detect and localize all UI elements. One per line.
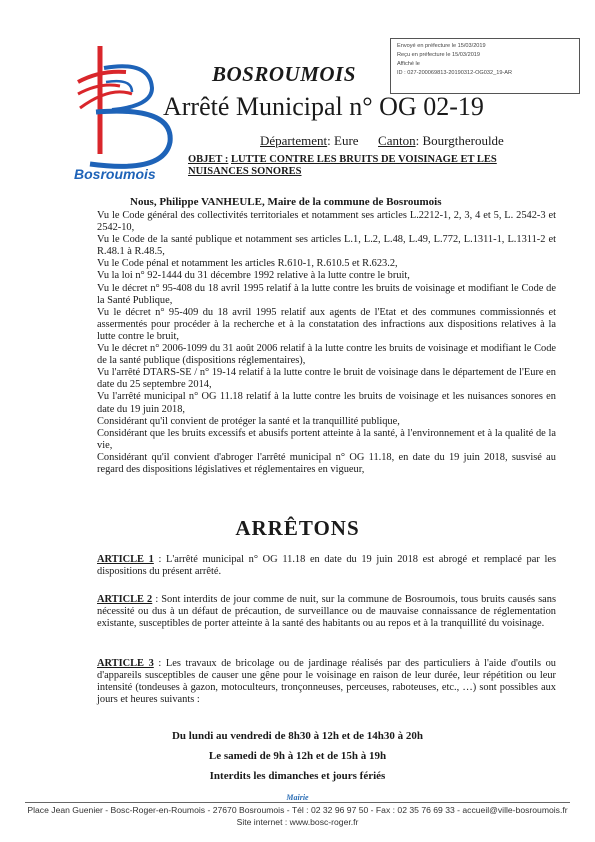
department-label: Département	[260, 133, 328, 148]
visa-item: Vu l'arrêté DTARS-SE / n° 19-14 relatif à la lutte contre le bruit de voisinage dans le département de l'Eure en date du 25 septembre 2014,	[97, 367, 556, 391]
canton-value: : Bourgtheroulde	[415, 133, 504, 148]
stamp-line: Affiché le	[397, 61, 420, 67]
visa-item: Considérant qu'il convient de protéger la santé et la tranquillité publique,	[97, 415, 400, 427]
stamp-line: Envoyé en préfecture le 15/03/2019	[397, 43, 486, 49]
footer-website: Site internet : www.bosc-roger.fr	[236, 817, 359, 827]
visas-block	[97, 210, 556, 476]
objet-label: OBJET :	[188, 154, 229, 165]
objet-block	[188, 154, 558, 178]
article-heading: ARTICLE 2	[97, 594, 153, 605]
visa-item: Vu le décret n° 2006-1099 du 31 août 2006 relatif à la lutte contre les bruits de voisinage et modifiant le Code de la santé publique (dispositions réglementaires),	[97, 343, 556, 367]
mayor-line: Nous, Philippe VANHEULE, Maire de la commune de Bosroumois	[130, 196, 442, 208]
visa-item: Vu le Code pénal et notamment les articles R.610-1, R.610.5 et R.623.2,	[97, 258, 398, 270]
stamp-line: Reçu en préfecture le 15/03/2019	[397, 52, 481, 58]
footer-divider	[25, 802, 570, 803]
objet-text: LUTTE CONTRE LES BRUITS DE VOISINAGE ET LES NUISANCES SONORES	[188, 154, 497, 177]
article-text: : Les travaux de bricolage ou de jardinage réalisés par des particuliers à l'aide d'outils ou d'appareils susceptibles de causer une gêne pour le voisinage en raison de leur durée, leur répétition ou leur intensité (tondeuses à gazon, motoculteurs, tronçonneuses, perceuses, raboteuses, etc., …) sont possibles aux jours et heures suivants :	[97, 658, 556, 706]
department-value: : Eure	[327, 133, 359, 148]
visa-item: Vu la loi n° 92-1444 du 31 décembre 1992 relative à la lutte contre le bruit,	[97, 270, 410, 282]
page-title: Arrêté Municipal n° OG 02-19	[163, 92, 484, 121]
article-text: : L'arrêté municipal n° OG 11.18 en date du 19 juin 2018 est abrogé et remplacé par les dispositions du présent arrêté.	[97, 554, 556, 578]
article-heading: ARTICLE 1	[97, 554, 154, 565]
stamp-line: ID : 027-200069813-20190312-OG032_19-AR	[397, 70, 513, 76]
footer-mairie-label	[0, 793, 595, 802]
visa-item: Vu le Code général des collectivités territoriales et notamment ses articles L.2212-1, 2, 3, 4 et 5, L. 2542-3 et 2542-10,	[97, 210, 556, 234]
logo-wordmark: Bosroumois	[74, 166, 156, 182]
visa-item: Vu le décret n° 95-408 du 18 avril 1995 relatif à la lutte contre les bruits de voisinage et modifiant le Code de la Santé Publique,	[97, 282, 556, 306]
visa-item: Vu l'arrêté municipal n° OG 11.18 relatif à la lutte contre les bruits de voisinage et les nuisances sonores en date du 19 juin 2018,	[97, 391, 556, 415]
article-2	[97, 594, 556, 630]
article-text: : Sont interdits de jour comme de nuit, sur la commune de Bosroumois, tous bruits causés sans nécessité ou dus à un défaut de précaution, de surveillance ou de mauvaise connaissance de réglementation existante, susceptibles de porter atteinte à la santé des habitants ou au repos et à la tranquillité du voisinage.	[97, 594, 556, 630]
visa-item: Vu le Code de la santé publique et notamment ses articles L.1, L.2, L.48, L.49, L.772, L.1311-1, L.1311-2 et R.48.1 à R.48.5,	[97, 234, 556, 258]
footer-address: Place Jean Guenier - Bosc-Roger-en-Roumois - 27670 Bosroumois - Tél : 02 32 96 97 50 - Fax : 02 35 76 69 33 - accueil@ville-bosroumois.fr	[27, 805, 568, 815]
prefecture-stamp	[390, 38, 580, 94]
visa-item: Considérant qu'il convient d'abroger l'arrêté municipal n° OG 11.18, en date du 19 juin 2018, susvisé au regard des dispositions législatives et réglementaires en vigueur,	[97, 451, 556, 475]
arretons-heading: ARRÊTONS	[235, 516, 360, 540]
mairie-text: Mairie	[282, 793, 312, 802]
visa-item: Considérant que les bruits excessifs et abusifs portent atteinte à la santé, à l'environnement et à la qualité de la vie,	[97, 427, 556, 451]
article-heading: ARTICLE 3	[97, 658, 154, 669]
article-3	[97, 658, 556, 706]
visa-item: Vu le décret n° 95-409 du 18 avril 1995 relatif aux agents de l'Etat et des communes commissionnés et assermentés pour procéder à la recherche et à la constatation des infractions aux dispositions relatives à la lutte contre le bruit,	[97, 306, 556, 342]
department-canton-line	[260, 133, 504, 149]
schedule-sunday: Interdits les dimanches et jours fériés	[209, 770, 386, 782]
canton-label: Canton	[378, 133, 416, 148]
schedule-saturday: Le samedi de 9h à 12h et de 15h à 19h	[208, 750, 387, 762]
town-name: BOSROUMOIS	[212, 62, 356, 86]
article-1	[97, 554, 556, 578]
schedule-weekdays: Du lundi au vendredi de 8h30 à 12h et de 14h30 à 20h	[171, 730, 424, 742]
